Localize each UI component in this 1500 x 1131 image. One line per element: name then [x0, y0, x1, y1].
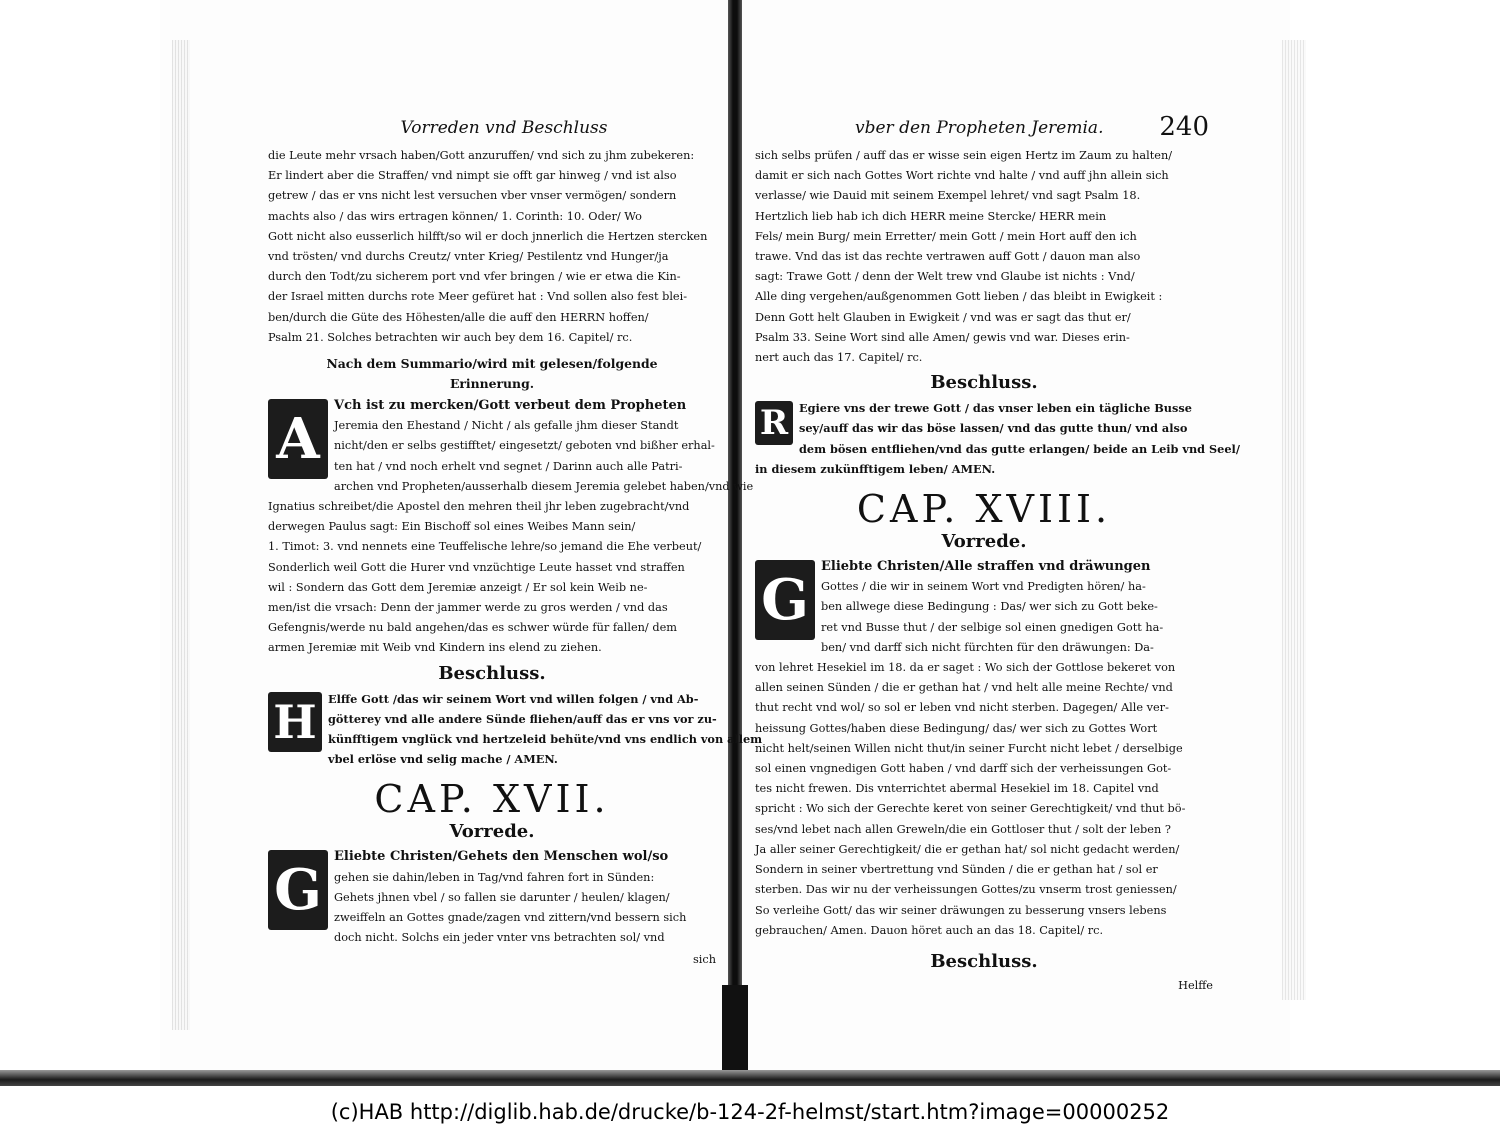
vorrede-paragraph — [755, 557, 1213, 941]
text-line: Sondern in seiner vbertrettung vnd Sünden / die er gethan hat / sol er — [755, 863, 1158, 877]
text-line: sich selbs prüfen / auff das er wisse sein eigen Hertz im Zaum zu halten/ — [755, 149, 1173, 162]
text-line: archen vnd Propheten/ausserhalb diesem Jeremia gelebet haben/vnd wie — [334, 479, 754, 493]
text-line: ben allwege diese Bedingung : Das/ wer sich zu Gott beke- — [821, 600, 1158, 614]
text-line: men/ist die vrsach: Denn der jammer werde zu gros werden / vnd das — [268, 601, 668, 615]
vorrede-heading: Vorrede. — [941, 531, 1027, 553]
vorrede-heading: Vorrede. — [449, 821, 535, 843]
text-line: vbel erlöse vnd selig mache / AMEN. — [328, 752, 558, 767]
text-line: ben/durch die Güte des Höhesten/alle die auff den HERRN hoffen/ — [268, 310, 649, 324]
text-line: gebrauchen/ Amen. Dauon höret auch an das 18. Capitel/ rc. — [755, 923, 1104, 937]
chapter-title: CAP. XVII. — [374, 777, 610, 822]
text-line: getrew / das er vns nicht lest versuchen vber vnser vermögen/ sondern — [268, 189, 677, 203]
text-line: Denn Gott helt Glauben in Ewigkeit / vnd was er sagt das thut er/ — [755, 310, 1131, 324]
text-line: Gottes / die wir in seinem Wort vnd Predigten hören/ ha- — [821, 580, 1146, 594]
beschluss-section — [755, 398, 1240, 479]
text-line: Sonderlich weil Gott die Hurer vnd vnzüchtige Leute hasset vnd straffen — [268, 560, 685, 574]
text-line: götterey vnd alle andere Sünde fliehen/auff das er vns vor zu- — [328, 711, 717, 726]
text-line: zweiffeln an Gottes gnade/zagen vnd zittern/vnd bessern sich — [334, 911, 687, 925]
text-line: machts also / das wirs ertragen können/ 1. Corinth: 10. Oder/ Wo — [268, 209, 642, 223]
running-head-text: Vorreden vnd Beschluss — [400, 118, 608, 138]
text-line: in diesem zukünfftigem leben/ AMEN. — [755, 461, 996, 476]
text-line: Gott nicht also eusserlich hilfft/so wil er doch jnnerlich die Hertzen stercken — [268, 229, 708, 243]
beschluss-heading: Beschluss. — [930, 950, 1038, 972]
beschluss-heading: Beschluss. — [930, 372, 1038, 394]
vorrede-section — [268, 847, 716, 948]
text-line: Elffe Gott /das wir seinem Wort vnd willen folgen / vnd Ab- — [328, 691, 699, 706]
text-line: sey/auff das wir das böse lassen/ vnd das gutte thun/ vnd also — [799, 421, 1188, 436]
text-line: künfftigem vnglück vnd hertzeleid behüte/vnd vns endlich von allem — [328, 732, 763, 747]
text-line: ret vnd Busse thut / der selbige sol einen gnedigen Gott ha- — [821, 620, 1164, 634]
text-line: nicht helt/seinen Willen nicht thut/in seiner Furcht nicht lebet / derselbige — [755, 741, 1183, 755]
text-line: Alle ding vergehen/außgenommen Gott lieben / das bleibt in Ewigkeit : — [755, 290, 1163, 304]
scan-bottom-shadow — [0, 1070, 1500, 1086]
text-line: sol einen vngnedigen Gott haben / vnd darff sich der verheissungen Got- — [755, 762, 1172, 776]
decorated-initial: R — [755, 401, 793, 445]
text-line: armen Jeremiæ mit Weib vnd Kindern ins elend zu ziehen. — [268, 641, 602, 655]
text-line: dem bösen entfliehen/vnd das gutte erlangen/ beide an Leib vnd Seel/ — [799, 441, 1240, 456]
text-line: 1. Timot: 3. vnd nennets eine Teuffelische lehre/so jemand die Ehe verbeut/ — [268, 540, 702, 554]
text-line: thut recht vnd wol/ so sol er leben vnd nicht sterben. Dagegen/ Alle ver- — [755, 701, 1169, 715]
text-line: nicht/den er selbs gestifftet/ eingesetzt/ geboten vnd bißher erhal- — [334, 439, 715, 453]
page-number: 240 — [1159, 112, 1209, 142]
running-head-left — [268, 118, 716, 146]
text-line: Gehets jhnen vbel / so fallen sie darunter / heulen/ klagen/ — [334, 890, 670, 904]
text-line: der Israel mitten durchs rote Meer gefüret hat : Vnd sollen also fest blei- — [268, 290, 688, 304]
text-line: Ja aller seiner Gerechtigkeit/ die er gethan hat/ sol nicht gedacht werden/ — [755, 842, 1180, 856]
beschluss-section — [268, 689, 763, 770]
catchword: sich — [692, 952, 716, 966]
running-head-text: vber den Propheten Jeremia. — [855, 118, 1104, 138]
decorated-initial: A — [268, 399, 328, 479]
text-line: Ignatius schreibet/die Apostel den mehren theil jhr leben zugebracht/vnd — [268, 500, 690, 514]
scan-margin-left — [0, 0, 160, 1085]
text-line: sagt: Trawe Gott / denn der Welt trew vnd Glaube ist nichts : Vnd/ — [755, 270, 1135, 284]
text-line: heissung Gottes/haben diese Bedingung/ das/ wer sich zu Gottes Wort — [755, 721, 1158, 735]
copyright-footer: (c)HAB http://diglib.hab.de/drucke/b-124-2f-helmst/start.htm?image=00000252 — [0, 1093, 1500, 1131]
text-line: von lehret Hesekiel im 18. da er saget : Wo sich der Gottlose bekeret von — [755, 661, 1176, 675]
summary-heading-line-2: Erinnerung. — [449, 376, 535, 392]
vorrede-section — [755, 557, 1213, 941]
beschluss-paragraph — [755, 398, 1240, 479]
text-line: vnd trösten/ vnd durchs Creutz/ vnter Krieg/ Pestilentz vnd Hunger/ja — [268, 250, 669, 264]
text-line: durch den Todt/zu sicherem port vnd vfer bringen / wie er etwa die Kin- — [268, 270, 681, 284]
text-line: tes nicht frewen. Dis vnterrichtet abermal Hesekiel im 18. Capitel vnd — [755, 782, 1159, 796]
text-line: allen seinen Sünden / die er gethan hat / vnd helt alle meine Rechte/ vnd — [755, 681, 1173, 695]
text-line: Eliebte Christen/Alle straffen vnd dräwungen — [821, 559, 1151, 575]
scan-margin-right — [1290, 0, 1500, 1085]
chapter-title: CAP. XVIII. — [856, 487, 1112, 532]
text-line: wil : Sondern das Gott dem Jeremiæ anzeigt / Er sol kein Weib ne- — [268, 580, 648, 594]
left-page — [268, 118, 763, 969]
text-line: doch nicht. Solchs ein jeder vnter vns betrachten sol/ vnd — [334, 931, 665, 945]
text-line: Psalm 33. Seine Wort sind alle Amen/ gewis vnd war. Dieses erin- — [755, 330, 1130, 344]
beschluss-paragraph — [268, 689, 763, 770]
vorrede-paragraph — [268, 847, 716, 948]
text-line: Er lindert aber die Straffen/ vnd nimpt sie offt gar hinweg / vnd ist also — [268, 169, 677, 183]
text-line: ses/vnd lebet nach allen Greweln/die ein Gottloser thut / solt der leben ? — [755, 822, 1171, 836]
text-line: Hertzlich lieb hab ich dich HERR meine Stercke/ HERR mein — [755, 209, 1107, 223]
decorated-initial: G — [755, 560, 815, 640]
erinnerung-section — [268, 396, 754, 659]
text-line: So verleihe Gott/ das wir seiner dräwungen zu besserung vnsers lebens — [755, 903, 1167, 917]
text-line: ben/ vnd darff sich nicht fürchten für den dräwungen: Da- — [821, 640, 1154, 654]
text-line: nert auch das 17. Capitel/ rc. — [755, 351, 923, 365]
right-page — [755, 112, 1240, 995]
running-head-right — [755, 112, 1213, 146]
beschluss-heading: Beschluss. — [438, 662, 546, 684]
text-line: ten hat / vnd noch erhelt vnd segnet / Darinn auch alle Patri- — [334, 459, 683, 473]
text-line: Psalm 21. Solches betrachten wir auch bey dem 16. Capitel/ rc. — [268, 330, 633, 344]
page-edge-left — [172, 40, 190, 1030]
decorated-initial: H — [268, 692, 322, 752]
summary-heading-line-1: Nach dem Summario/wird mit gelesen/folgende — [326, 356, 658, 372]
text-line: Jeremia den Ehestand / Nicht / als gefalle jhm dieser Standt — [334, 419, 679, 433]
summary-heading — [268, 354, 716, 394]
page-edge-right — [1282, 40, 1306, 1000]
text-line: die Leute mehr vrsach haben/Gott anzuruffen/ vnd sich zu jhm zubekeren: — [268, 149, 695, 162]
book-gutter — [728, 0, 742, 1080]
text-line: damit er sich nach Gottes Wort richte vnd halte / vnd auff jhn allein sich — [755, 169, 1169, 183]
book-gutter-foot — [722, 985, 748, 1080]
right-intro-paragraph — [755, 146, 1213, 368]
text-line: verlasse/ wie Dauid mit seinem Exempel lehret/ vnd sagt Psalm 18. — [755, 189, 1141, 203]
text-line: Fels/ mein Burg/ mein Erretter/ mein Gott / mein Hort auff den ich — [755, 229, 1137, 243]
left-intro-paragraph — [268, 146, 716, 348]
text-line: Gefengnis/werde nu bald angehen/das es schwer würde für fallen/ dem — [268, 621, 677, 635]
erinnerung-paragraph — [268, 396, 754, 659]
text-line: gehen sie dahin/leben in Tag/vnd fahren fort in Sünden: — [334, 870, 655, 884]
text-line: derwegen Paulus sagt: Ein Bischoff sol eines Weibes Mann sein/ — [268, 520, 636, 534]
text-line: Egiere vns der trewe Gott / das vnser leben ein tägliche Busse — [799, 401, 1192, 416]
text-line: Eliebte Christen/Gehets den Menschen wol/so — [334, 849, 669, 865]
text-line: spricht : Wo sich der Gerechte keret von seiner Gerechtigkeit/ vnd thut bö- — [755, 802, 1186, 816]
decorated-initial: G — [268, 850, 328, 930]
text-line: Vch ist zu mercken/Gott verbeut dem Propheten — [334, 398, 687, 414]
text-line: sterben. Das wir nu der verheissungen Gottes/zu vnserm trost geniessen/ — [755, 883, 1177, 897]
text-line: trawe. Vnd das ist das rechte vertrawen auff Gott / dauon man also — [755, 250, 1141, 264]
catchword: Helffe — [1178, 978, 1213, 992]
